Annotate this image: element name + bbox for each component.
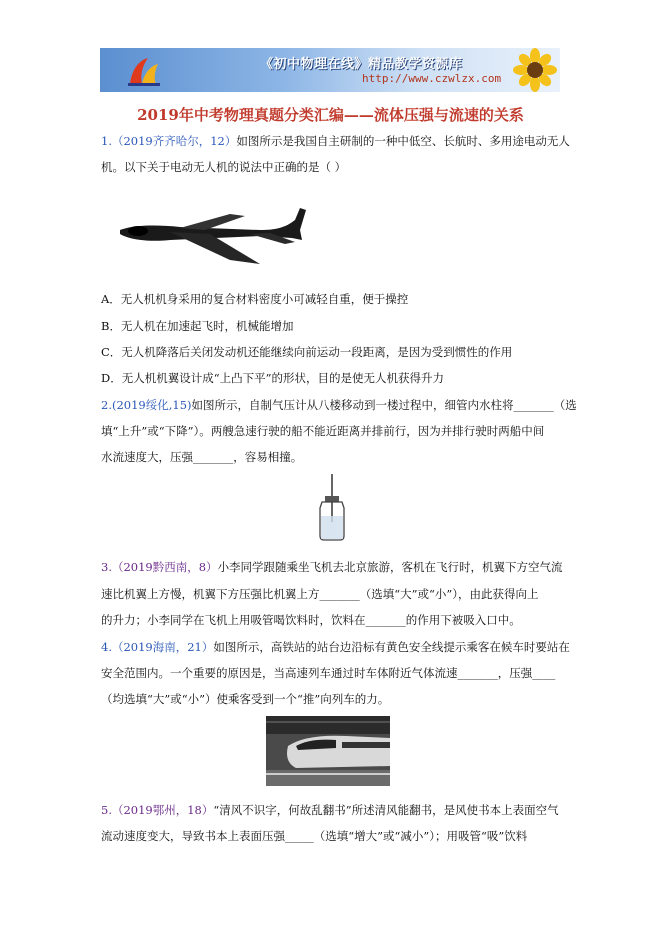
q1-option-c: C．无人机降落后关闭发动机还能继续向前运动一段距离，是因为受到惯性的作用 <box>101 345 513 359</box>
drone-figure <box>110 200 310 270</box>
q3-line3: 的升力；小李同学在飞机上用吸管喝饮料时，饮料在_______的作用下被吸入口中。 <box>101 613 521 627</box>
q3-line1 <box>101 560 563 574</box>
q1-line1 <box>101 134 570 148</box>
q3-text1: 小李同学跟随乘坐飞机去北京旅游，客机在飞行时，机翼下方空气流 <box>217 560 563 574</box>
q2-line1 <box>101 398 577 412</box>
q1-option-d: D．无人机机翼设计成“上凸下平”的形状，目的是使无人机获得升力 <box>101 371 444 385</box>
q4-line2: 安全范围内。一个重要的原因是，当高速列车通过时车体附近气体流速_______，压强____ <box>101 666 556 680</box>
q3-line2: 速比机翼上方慢，机翼下方压强比机翼上方_______（选填“大”或“小”），由此获得向上 <box>101 587 539 601</box>
q4-line3: （均选填“大”或“小”）使乘客受到一个“推”向列车的力。 <box>101 692 390 706</box>
high-speed-train-figure <box>266 716 390 786</box>
q4-source: 4.（2019海南，21） <box>101 640 214 654</box>
page-title: 2019年中考物理真题分类汇编——流体压强与流速的关系 <box>137 106 524 124</box>
banner-url: http://www.czwlzx.com <box>362 72 502 85</box>
q2-line3: 水流速度大，压强_______，容易相撞。 <box>101 450 303 464</box>
sunflower-icon <box>510 48 560 92</box>
barometer-bottle-figure <box>312 472 352 542</box>
q5-text1: “清风不识字，何故乱翻书”所述清风能翻书，是风使书本上表面空气 <box>213 803 559 817</box>
q2-source: 2.(2019绥化,15) <box>101 398 192 412</box>
site-logo-icon <box>124 54 164 88</box>
header-banner <box>100 48 560 92</box>
q1-option-b: B．无人机在加速起飞时，机械能增加 <box>101 319 294 333</box>
q1-source: 1.（2019齐齐哈尔，12） <box>101 134 237 148</box>
q1-text1: 如图所示是我国自主研制的一种中低空、长航时、多用途电动无人 <box>236 134 570 148</box>
q4-text1: 如图所示，高铁站的站台边沿标有黄色安全线提示乘客在候车时要站在 <box>213 640 570 654</box>
q5-line1 <box>101 803 563 817</box>
banner-title: 《初中物理在线》精品教学资源库 <box>260 57 463 72</box>
q1-line2: 机。以下关于电动无人机的说法中正确的是（ ） <box>101 160 347 174</box>
q2-line2: 填“上升”或“下降”）。两艘急速行驶的船不能近距离并排前行，因为并排行驶时两船中间 <box>101 424 545 438</box>
q2-text1: 如图所示，自制气压计从八楼移动到一楼过程中，细管内水柱将_______（选 <box>191 398 577 412</box>
q1-option-a: A．无人机机身采用的复合材料密度小可减轻自重，便于操控 <box>101 292 409 306</box>
q3-source: 3.（2019黔西南，8） <box>101 560 218 574</box>
q4-line1 <box>101 640 570 654</box>
q5-line2: 流动速度变大，导致书本上表面压强_____（选填“增大”或“减小”）；用吸管“吸”饮料 <box>101 829 528 843</box>
q5-source: 5.（2019鄂州，18） <box>101 803 214 817</box>
